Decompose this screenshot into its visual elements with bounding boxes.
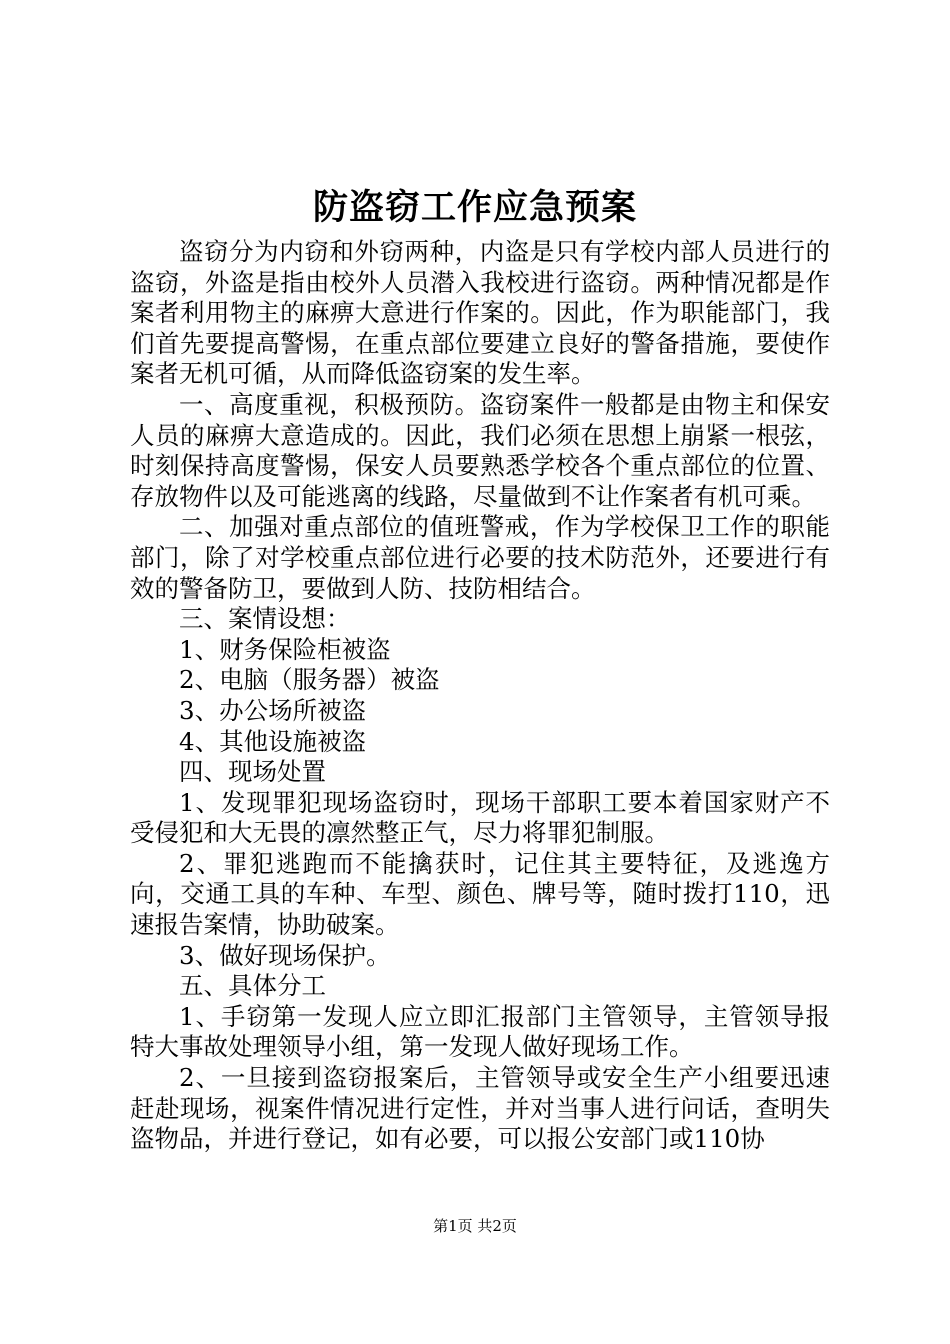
onsite-item-2: 2、罪犯逃跑而不能擒获时，记住其主要特征，及逃逸方向，交通工具的车种、车型、颜色、牌号等，随时拨打110，迅速报告案情，协助破案。 (130, 848, 830, 940)
scenario-item-2: 2、电脑（服务器）被盗 (179, 665, 440, 695)
section-one-paragraph: 一、高度重视，积极预防。盗窃案件一般都是由物主和保安人员的麻痹大意造成的。因此，我们必须在思想上崩紧一根弦，时刻保持高度警惕，保安人员要熟悉学校各个重点部位的位置、存放物件以及可能逃离的线路，尽量做到不让作案者有机可乘。 (130, 389, 830, 511)
division-item-1: 1、手窃第一发现人应立即汇报部门主管领导，主管领导报特大事故处理领导小组，第一发现人做好现场工作。 (130, 1001, 830, 1062)
document-title: 防盗窃工作应急预案 (312, 187, 637, 228)
onsite-item-3: 3、做好现场保护。 (179, 940, 391, 970)
intro-paragraph: 盗窃分为内窃和外窃两种，内盗是只有学校内部人员进行的盗窃，外盗是指由校外人员潜入我校进行盗窃。两种情况都是作案者利用物主的麻痹大意进行作案的。因此，作为职能部门，我们首先要提高警惕，在重点部位要建立良好的警备措施，要使作案者无机可循，从而降低盗窃案的发生率。 (130, 237, 830, 389)
section-four-heading: 四、现场处置 (179, 757, 326, 787)
section-five-heading: 五、具体分工 (179, 971, 326, 1001)
section-two-paragraph: 二、加强对重点部位的值班警戒，作为学校保卫工作的职能部门，除了对学校重点部位进行必要的技术防范外，还要进行有效的警备防卫，要做到人防、技防相结合。 (130, 512, 830, 603)
division-item-2: 2、一旦接到盗窃报案后，主管领导或安全生产小组要迅速赶赴现场，视案件情况进行定性，并对当事人进行问话，查明失盗物品，并进行登记，如有必要，可以报公安部门或110协 (130, 1063, 830, 1154)
section-three-heading: 三、案情设想： (179, 604, 351, 634)
onsite-item-1: 1、发现罪犯现场盗窃时，现场干部职工要本着国家财产不受侵犯和大无畏的凛然整正气，尽力将罪犯制服。 (130, 787, 830, 848)
scenario-item-4: 4、其他设施被盗 (179, 726, 367, 756)
document-body (130, 237, 830, 1155)
scenario-item-3: 3、办公场所被盗 (179, 695, 367, 725)
page-footer: 第1页 共2页 (433, 1217, 517, 1235)
scenario-item-1: 1、财务保险柜被盗 (179, 634, 391, 664)
